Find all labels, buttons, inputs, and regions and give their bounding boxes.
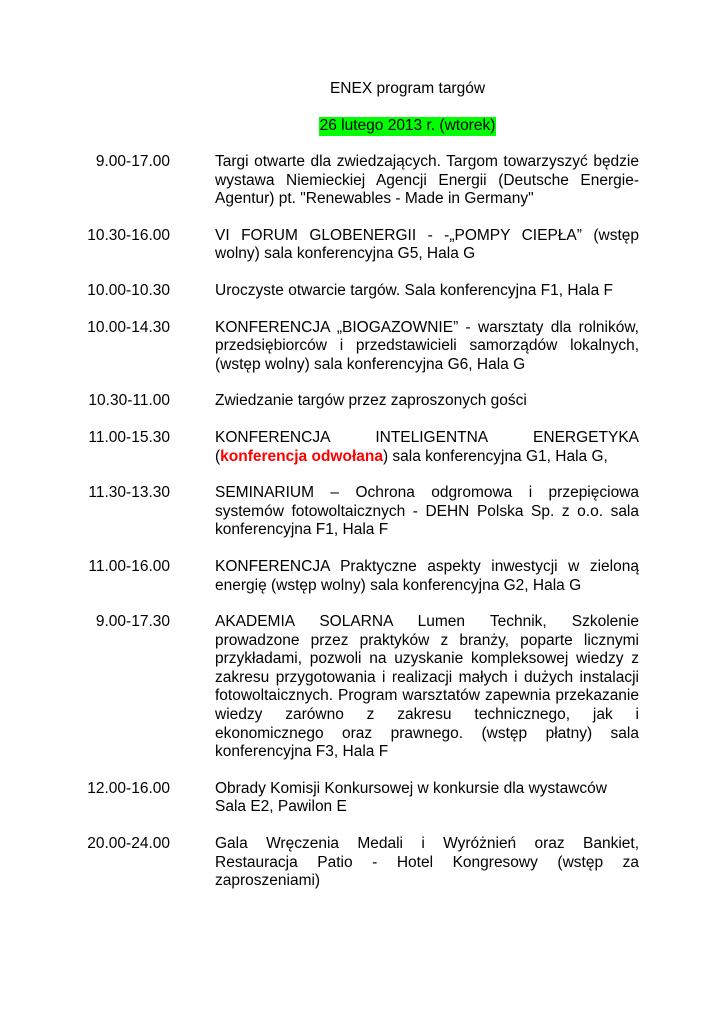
- cancelled-notice: konferencja odwołana: [220, 447, 383, 465]
- schedule-time: 11.00-15.30: [88, 428, 170, 446]
- schedule-item: [0, 392, 725, 411]
- schedule-time: 10.00-14.30: [87, 318, 170, 336]
- date-line: [0, 117, 725, 136]
- schedule-description: VI FORUM GLOBENERGII - -„POMPY CIEPŁA” (wstęp wolny) sala konferencyjna G5, Hala G: [215, 226, 639, 263]
- schedule-item: [0, 153, 725, 209]
- schedule-description-line: Obrady Komisji Konkursowej w konkursie dla wystawców: [215, 779, 607, 797]
- schedule-time: 11.30-13.30: [88, 484, 170, 502]
- schedule-item: [0, 227, 725, 264]
- schedule-description: Zwiedzanie targów przez zaproszonych gości: [215, 392, 527, 410]
- schedule-time: 10.30-16.00: [87, 226, 170, 244]
- schedule-description-line: [215, 448, 639, 467]
- schedule-time: 9.00-17.30: [95, 613, 170, 631]
- schedule-time: 12.00-16.00: [87, 779, 170, 797]
- schedule-time: 11.00-16.00: [88, 557, 170, 575]
- schedule-description: KONFERENCJA „BIOGAZOWNIE” - warsztaty dla rolników, przedsiębiorców i przedstawicieli samorządów lokalnych, (wstęp wolny) sala konferencyjna G6, Hala G: [215, 318, 639, 373]
- date-highlight: 26 lutego 2013 r. (wtorek): [319, 117, 496, 134]
- schedule-item: [0, 484, 725, 540]
- schedule-description: Targi otwarte dla zwiedzających. Targom towarzyszyć będzie wystawa Niemieckiej Agencji Energii (Deutsche Energie-Agentur) pt. "Renewables - Made in Germany": [215, 153, 639, 208]
- schedule-item: [0, 319, 725, 375]
- schedule-item: [0, 558, 725, 595]
- schedule-description-line: Sala E2, Pawilon E: [215, 798, 347, 816]
- schedule-item: [0, 429, 725, 466]
- schedule-time: 20.00-24.00: [87, 835, 170, 853]
- schedule-time: 9.00-17.00: [95, 153, 170, 170]
- schedule-item: [0, 780, 725, 817]
- schedule-time: 10.30-11.00: [88, 392, 170, 410]
- schedule-description-rest: ) sala konferencyjna G1, Hala G,: [382, 447, 608, 465]
- schedule-item: [0, 835, 725, 891]
- schedule-time: 10.00-10.30: [87, 281, 170, 299]
- schedule-description: [215, 429, 639, 466]
- document-title-text: ENEX program targów: [329, 80, 486, 97]
- schedule-item: [0, 282, 725, 301]
- schedule-description: AKADEMIA SOLARNA Lumen Technik, Szkolenie prowadzone przez praktyków z branży, poparte licznymi przykładami, pozwoli na uzyskanie kompleksowej wiedzy z zakresu przygotowania i realizacji małych i dużych instalacji fotowoltaicznych. Program warsztatów zapewnia przekazanie wiedzy zarówno z zakresu technicznego, jak i ekonomicznego oraz prawnego. (wstęp płatny) sala konferencyjna F3, Hala F: [215, 613, 639, 761]
- schedule-item: [0, 613, 725, 762]
- schedule-description: KONFERENCJA Praktyczne aspekty inwestycji w zieloną energię (wstęp wolny) sala konferencyjna G2, Hala G: [215, 557, 639, 594]
- schedule-description: Uroczyste otwarcie targów. Sala konferencyjna F1, Hala F: [215, 281, 614, 299]
- paren-open: (: [215, 447, 221, 465]
- document-title: [0, 80, 725, 99]
- schedule-description-line: KONFERENCJA INTELIGENTNA ENERGETYKA: [215, 428, 639, 446]
- schedule-description: SEMINARIUM – Ochrona odgromowa i przepięciowa systemów fotowoltaicznych - DEHN Polska Sp. z o.o. sala konferencyjna F1, Hala F: [215, 484, 639, 539]
- schedule-description: [215, 780, 639, 817]
- schedule-description: Gala Wręczenia Medali i Wyróżnień oraz Bankiet, Restauracja Patio - Hotel Kongresowy (wstęp za zaproszeniami): [215, 835, 639, 890]
- schedule-list: [0, 153, 725, 909]
